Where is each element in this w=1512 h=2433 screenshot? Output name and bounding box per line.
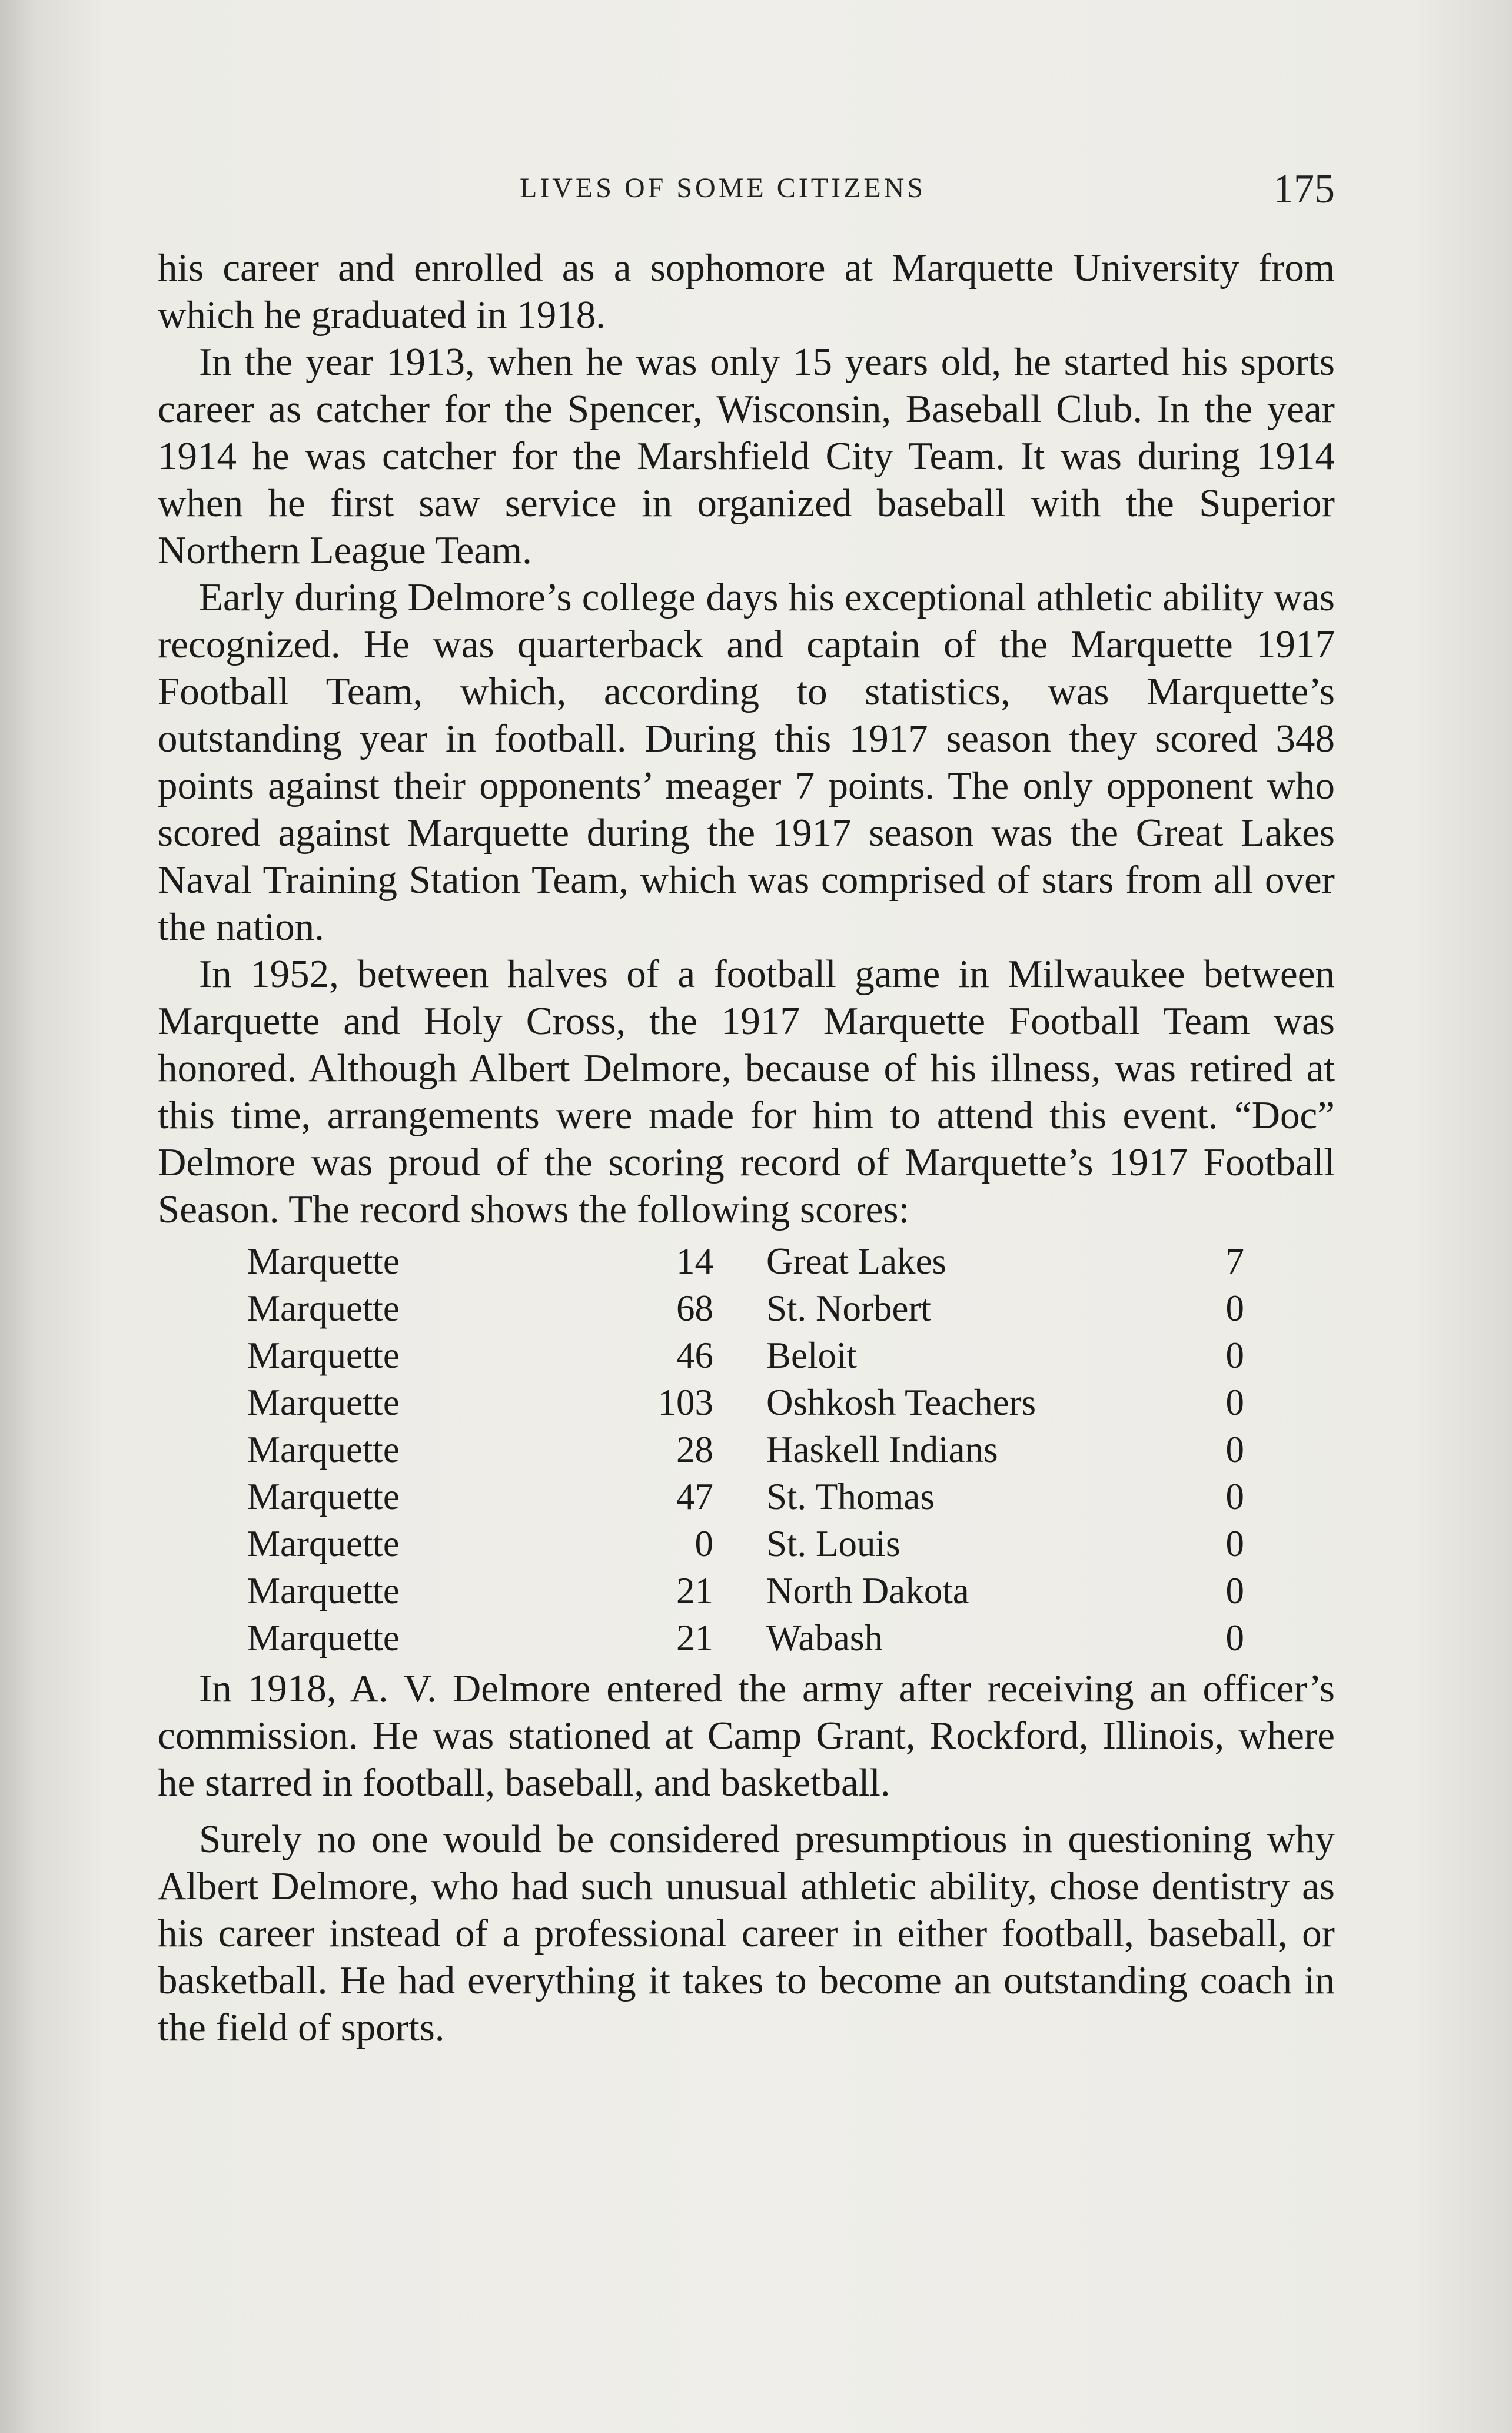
score-row	[247, 1567, 1244, 1614]
team-score: 46	[676, 1335, 713, 1376]
team-name: Marquette	[247, 1241, 400, 1282]
opponent-name: North Dakota	[766, 1570, 969, 1611]
score-row	[247, 1520, 1244, 1567]
opponent-name: Beloit	[766, 1335, 857, 1376]
paragraph-3: Early during Delmore’s college days his exceptional athletic ability was recognized. He was quarterback and captain of the Marquette 1917 Football Team, which, according to statistics, was Marquette’s outstanding year in football. During this 1917 season they scored 348 points against their opponents’ meager 7 points. The only opponent who scored against Marquette during the 1917 season was the Great Lakes Naval Training Station Team, which was comprised of stars from all over the nation.	[158, 576, 1335, 949]
team-score: 21	[676, 1570, 713, 1611]
opponent-score: 0	[1225, 1570, 1244, 1611]
opponent-name: Haskell Indians	[766, 1429, 998, 1470]
team-score: 28	[676, 1429, 713, 1470]
score-row	[247, 1285, 1244, 1332]
score-row	[247, 1379, 1244, 1426]
team-score: 21	[676, 1617, 713, 1658]
opponent-name: Oshkosh Teachers	[766, 1382, 1036, 1423]
running-head: LIVES OF SOME CITIZENS	[520, 172, 926, 204]
score-table	[247, 1238, 1244, 1661]
score-row	[247, 1332, 1244, 1379]
opponent-name: Great Lakes	[766, 1241, 947, 1282]
team-name: Marquette	[247, 1335, 400, 1376]
opponent-score: 7	[1225, 1241, 1244, 1282]
score-row	[247, 1426, 1244, 1473]
team-score: 0	[694, 1523, 713, 1564]
team-name: Marquette	[247, 1288, 400, 1329]
opponent-name: St. Norbert	[766, 1288, 931, 1329]
opponent-name: St. Thomas	[766, 1476, 935, 1517]
score-row	[247, 1238, 1244, 1285]
opponent-name: St. Louis	[766, 1523, 900, 1564]
team-name: Marquette	[247, 1429, 400, 1470]
team-score: 14	[676, 1241, 713, 1282]
page-header	[158, 166, 1335, 213]
team-name: Marquette	[247, 1523, 400, 1564]
team-score: 47	[676, 1476, 713, 1517]
score-row	[247, 1614, 1244, 1661]
opponent-score: 0	[1225, 1476, 1244, 1517]
page-number: 175	[1273, 167, 1335, 212]
team-name: Marquette	[247, 1570, 400, 1611]
team-name: Marquette	[247, 1476, 400, 1517]
paragraph-5: In 1918, A. V. Delmore entered the army after receiving an officer’s commission. He was stationed at Camp Grant, Rockford, Illinois, where he starred in football, baseball, and basketball.	[158, 1667, 1335, 1804]
opponent-score: 0	[1225, 1335, 1244, 1376]
paragraph-6: Surely no one would be considered presumptious in questioning why Albert Delmore, who had such unusual athletic ability, chose dentistry as his career instead of a professional career in either football, baseball, or basketball. He had everything it takes to become an outstanding coach in the field of sports.	[158, 1817, 1335, 2049]
opponent-name: Wabash	[766, 1617, 883, 1658]
team-score: 103	[657, 1382, 713, 1423]
opponent-score: 0	[1225, 1617, 1244, 1658]
team-name: Marquette	[247, 1382, 400, 1423]
team-score: 68	[676, 1288, 713, 1329]
opponent-score: 0	[1225, 1523, 1244, 1564]
opponent-score: 0	[1225, 1382, 1244, 1423]
paragraph-2: In the year 1913, when he was only 15 years old, he started his sports career as catcher for the Spencer, Wisconsin, Baseball Club. In the year 1914 he was catcher for the Marshfield City Team. It was during 1914 when he first saw service in organized baseball with the Superior Northern League Team.	[158, 340, 1335, 572]
body-text	[158, 244, 1335, 2051]
opponent-score: 0	[1225, 1429, 1244, 1470]
paragraph-1: his career and enrolled as a sophomore at Marquette University from which he graduated in 1918.	[158, 246, 1335, 337]
opponent-score: 0	[1225, 1288, 1244, 1329]
team-name: Marquette	[247, 1617, 400, 1658]
paragraph-4: In 1952, between halves of a football game in Milwaukee between Marquette and Holy Cross, the 1917 Marquette Football Team was honored. Although Albert Delmore, because of his illness, was retired at this time, arrangements were made for him to attend this event. “Doc” Delmore was proud of the scoring record of Marquette’s 1917 Football Season. The record shows the following scores:	[158, 952, 1335, 1231]
score-row	[247, 1473, 1244, 1520]
